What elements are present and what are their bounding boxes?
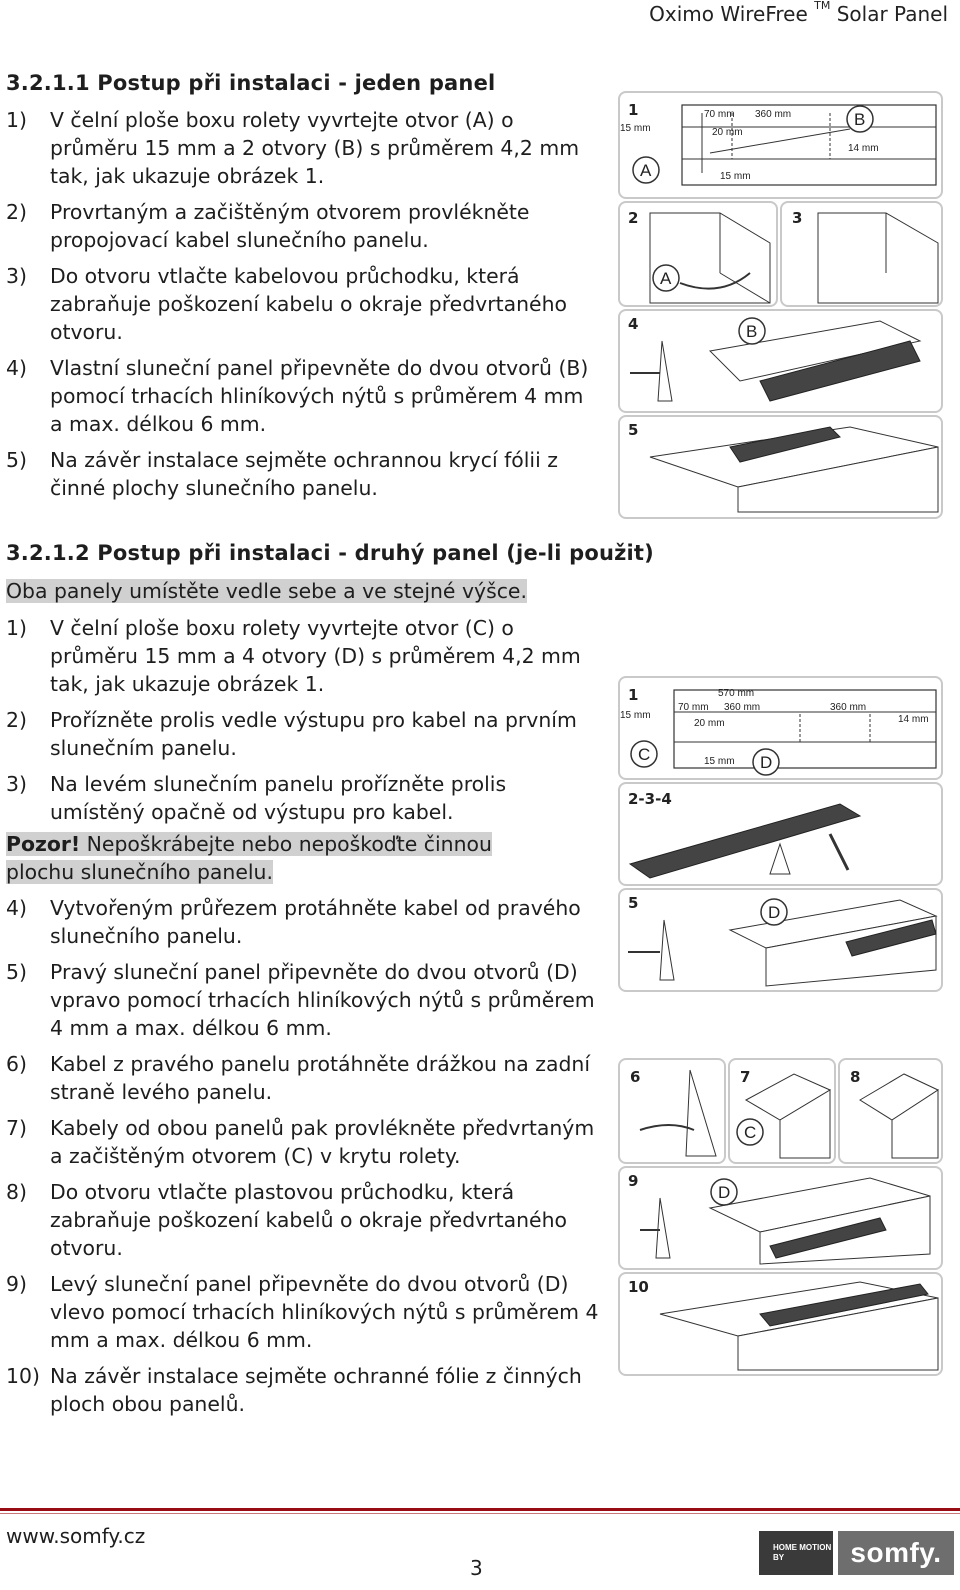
fig2-1-dim-14: 14 mm: [898, 714, 929, 725]
s2a-step: [6, 614, 591, 698]
step-text: Na závěr instalace sejměte ochrannou krycí fólii z činné plochy slunečního panelu.: [50, 448, 558, 500]
figure2-7-cables-through: [728, 1058, 836, 1164]
figure2-9-number: 9: [628, 1172, 639, 1190]
fig2-1-dim-15: 15 mm: [620, 710, 651, 721]
step-number: 7): [6, 1116, 34, 1140]
step-text: Kabel z pravého panelu protáhněte drážkou na zadní straně levého panelu.: [50, 1052, 590, 1104]
fig2-1-label-d: D: [760, 753, 773, 772]
figure2-7-number: 7: [740, 1068, 751, 1086]
figure2-1-number: 1: [628, 686, 639, 704]
step-text: V čelní ploše boxu rolety vyvrtejte otvor (A) o průměru 15 mm a 2 otvory (B) s průměrem 4,2 mm tak, jak ukazuje obrázek 1.: [50, 108, 580, 188]
s1-step: [6, 106, 596, 190]
section1-title: 3.2.1.1 Postup při instalaci - jeden panel: [6, 71, 496, 95]
step-number: 1): [6, 616, 34, 640]
section1-steps: [6, 106, 596, 510]
figure4-rivets: [618, 309, 943, 413]
figure2-6-cable-route: [618, 1058, 726, 1164]
step-text: Kabely od obou panelů pak provlékněte předvrtaným a začištěným otvorem (C) v krytu rolety.: [50, 1116, 595, 1168]
step-text: Provrtaným a začištěným otvorem provlékněte propojovací kabel slunečního panelu.: [50, 200, 530, 252]
figure2-5-rivets: [618, 888, 943, 992]
step-number: 10): [6, 1364, 40, 1388]
fig2-1-label-c: C: [638, 745, 651, 764]
fig2-1-dim-360a: 360 mm: [724, 702, 761, 713]
s2a-step: [6, 770, 591, 826]
s2b-step: [6, 1050, 606, 1106]
figure2-6-drawing: [620, 1060, 724, 1162]
fig2-1-dim-15b: 15 mm: [704, 756, 735, 767]
figure3-drawing: [782, 203, 941, 305]
step-text: Vytvořeným průřezem protáhněte kabel od pravého slunečního panelu.: [50, 896, 581, 948]
figure2-1-drawing: [620, 678, 941, 778]
fig1-dim-20: 20 mm: [712, 127, 743, 138]
fig2-1-dim-20: 20 mm: [694, 718, 725, 729]
section2-steps-a: [6, 614, 591, 834]
section2-steps-b: [6, 894, 606, 1426]
figure2-8-grommet: [838, 1058, 943, 1164]
figure2-10-drawing: [620, 1274, 941, 1374]
figure2-1-drilling-plan: [618, 676, 943, 780]
footer-rule: [0, 1508, 960, 1511]
figure4-number: 4: [628, 315, 639, 333]
step-text: Levý sluneční panel připevněte do dvou otvorů (D) vlevo pomocí trhacích hliníkových nýtů s průměrem 4 mm a max. délkou 6 mm.: [50, 1272, 599, 1352]
step-text: Na levém slunečním panelu prořízněte prolis umístěný opačně od výstupu pro kabel.: [50, 772, 507, 824]
header-tm: TM: [814, 0, 831, 13]
fig2-label-a: A: [660, 269, 672, 288]
step-number: 3): [6, 772, 34, 796]
s2b-step: [6, 1114, 606, 1170]
figure2-5-drawing: [620, 890, 941, 990]
page-number: 3: [470, 1556, 483, 1580]
step-number: 8): [6, 1180, 34, 1204]
step-text: Do otvoru vtlačte plastovou průchodku, která zabraňuje poškození kabelů o okraje předvrtaného otvoru.: [50, 1180, 567, 1260]
figure2-234-drawing: [620, 784, 941, 884]
footer-rule-thin: [0, 1513, 960, 1514]
step-number: 1): [6, 108, 34, 132]
step-number: 2): [6, 708, 34, 732]
figure2-7-drawing: [730, 1060, 834, 1162]
header-suffix: Solar Panel: [836, 2, 948, 26]
fig4-label-b: B: [746, 322, 758, 341]
section2-intro: [6, 577, 527, 605]
figure2-8-drawing: [840, 1060, 941, 1162]
figure2-9-drawing: [620, 1168, 941, 1268]
step-number: 4): [6, 896, 34, 920]
s2b-step: [6, 1362, 606, 1418]
figure2-8-number: 8: [850, 1068, 861, 1086]
figure1-drilling-plan: [618, 91, 943, 199]
s2b-step: [6, 1178, 606, 1262]
figure5-drawing: [620, 417, 941, 517]
s1-step: [6, 198, 596, 254]
figure2-drawing: [620, 203, 776, 305]
s2b-step: [6, 958, 606, 1042]
warning-text: Nepoškrábejte nebo nepoškoďte činnou plochu slunečního panelu.: [6, 832, 492, 884]
step-text: Na závěr instalace sejměte ochranné fólie z činných ploch obou panelů.: [50, 1364, 582, 1416]
header-product: Oximo WireFree: [649, 2, 808, 26]
figure2-6-number: 6: [630, 1068, 641, 1086]
fig2-7-label-c: C: [744, 1123, 757, 1142]
step-number: 2): [6, 200, 34, 224]
figure2-10-remove-foils: [618, 1272, 943, 1376]
step-text: Pravý sluneční panel připevněte do dvou otvorů (D) vpravo pomocí trhacích hliníkových nýtů s průměrem 4 mm a max. délkou 6 mm.: [50, 960, 595, 1040]
figure2-number: 2: [628, 209, 639, 227]
figure5-number: 5: [628, 421, 639, 439]
warning-bold: Pozor!: [6, 832, 81, 856]
figure3-number: 3: [792, 209, 803, 227]
fig2-1-dim-570: 570 mm: [718, 688, 755, 699]
fig2-1-dim-70: 70 mm: [678, 702, 709, 713]
step-number: 4): [6, 356, 34, 380]
figure2-5-number: 5: [628, 894, 639, 912]
fig2-1-dim-360b: 360 mm: [830, 702, 867, 713]
figure1-number: 1: [628, 101, 639, 119]
figure5-remove-foil: [618, 415, 943, 519]
figure2-234-number: 2-3-4: [628, 790, 672, 808]
fig2-9-label-d: D: [718, 1183, 731, 1202]
somfy-logo: somfy.: [838, 1531, 954, 1575]
step-number: 3): [6, 264, 34, 288]
figure4-drawing: [620, 311, 941, 411]
step-number: 5): [6, 448, 34, 472]
figure2-9-rivets-left: [618, 1166, 943, 1270]
fig1-dim-360: 360 mm: [755, 109, 792, 120]
step-text: Do otvoru vtlačte kabelovou průchodku, která zabraňuje poškození kabelu o okraje předvrtaného otvoru.: [50, 264, 567, 344]
warning-note: [6, 830, 566, 886]
fig1-dim-14: 14 mm: [848, 143, 879, 154]
s2a-step: [6, 706, 591, 762]
step-text: Vlastní sluneční panel připevněte do dvou otvorů (B) pomocí trhacích hliníkových nýtů s průměrem 4 mm a max. délkou 6 mm.: [50, 356, 589, 436]
fig1-label-a: A: [640, 161, 652, 180]
figure1-drawing: [620, 93, 941, 197]
s1-step: [6, 354, 596, 438]
fig1-dim-15b: 15 mm: [720, 171, 751, 182]
s2b-step: [6, 1270, 606, 1354]
home-motion-logo: HOME MOTION BY: [759, 1531, 833, 1575]
fig1-dim-70: 70 mm: [704, 109, 735, 120]
page-header: [649, 2, 948, 26]
step-text: V čelní ploše boxu rolety vyvrtejte otvor (C) o průměru 15 mm a 4 otvory (D) s průměrem 4,2 mm tak, jak ukazuje obrázek 1.: [50, 616, 581, 696]
figure2-cable: [618, 201, 778, 307]
step-number: 5): [6, 960, 34, 984]
s1-step: [6, 446, 596, 502]
fig1-dim-15: 15 mm: [620, 123, 651, 134]
footer-url[interactable]: www.somfy.cz: [6, 1524, 146, 1548]
s1-step: [6, 262, 596, 346]
s2b-step: [6, 894, 606, 950]
fig1-label-b: B: [854, 110, 866, 129]
step-number: 6): [6, 1052, 34, 1076]
fig2-5-label-d: D: [768, 903, 781, 922]
step-text: Prořízněte prolis vedle výstupu pro kabel na prvním slunečním panelu.: [50, 708, 577, 760]
figure2-234-cut: [618, 782, 943, 886]
figure3-grommet: [780, 201, 943, 307]
section2-title: 3.2.1.2 Postup při instalaci - druhý panel (je-li použit): [6, 541, 654, 565]
figure2-10-number: 10: [628, 1278, 649, 1296]
section2-intro-text: Oba panely umístěte vedle sebe a ve stejné výšce.: [6, 579, 527, 603]
step-number: 9): [6, 1272, 34, 1296]
